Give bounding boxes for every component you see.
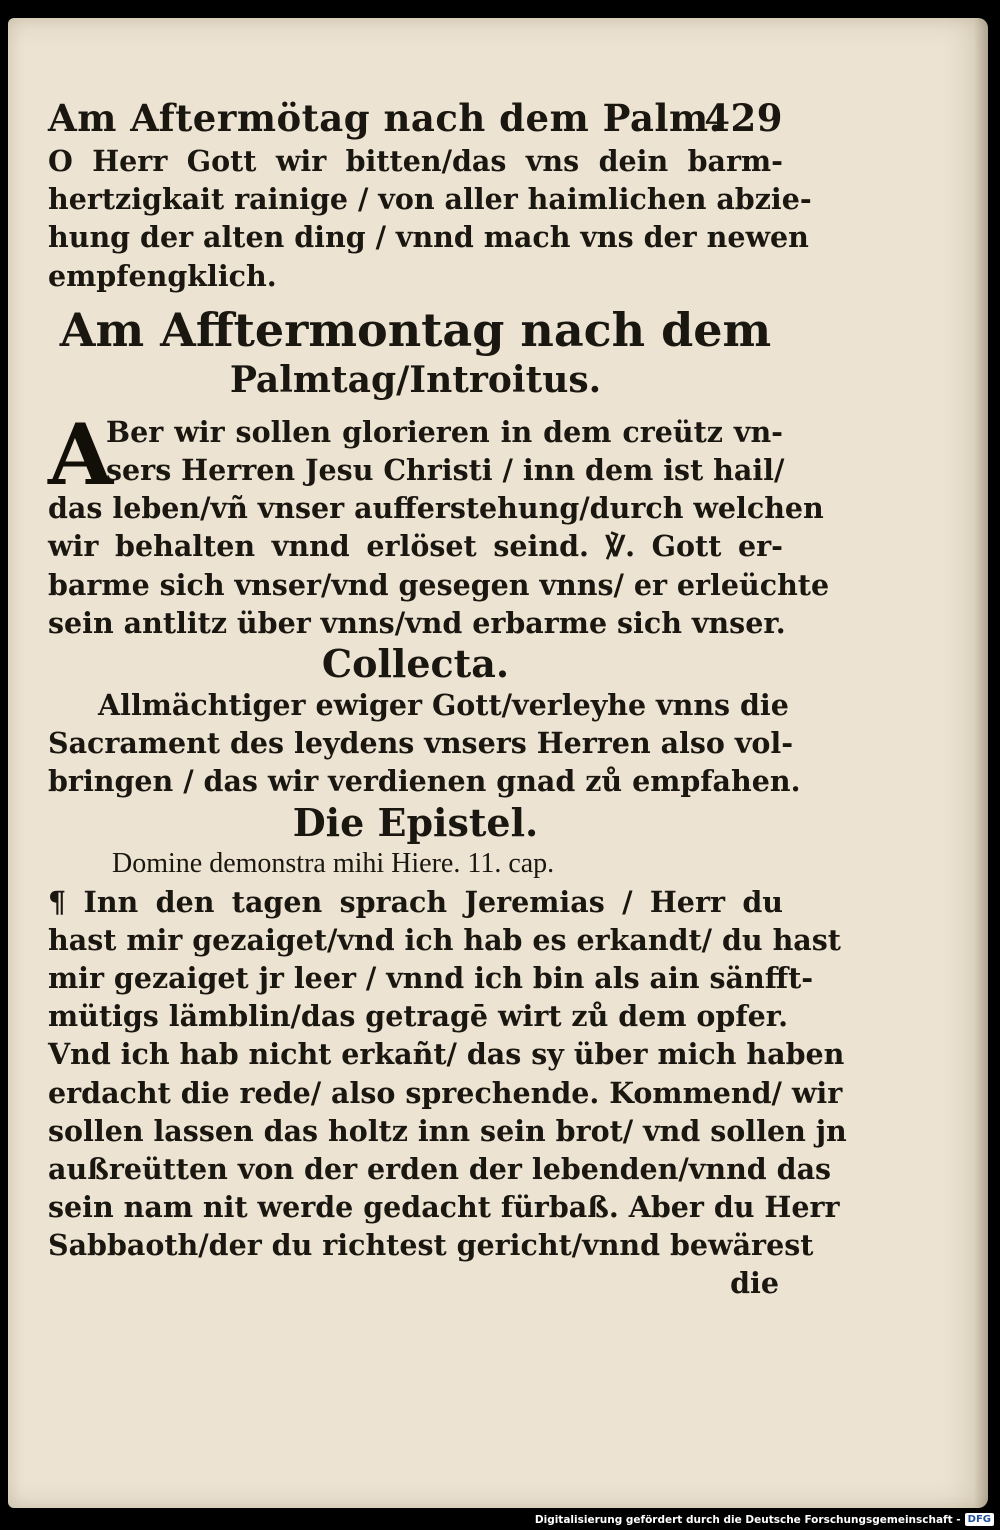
text-line: bringen / das wir verdienen gnad zů empfahen. xyxy=(48,764,801,799)
introitus-paragraph xyxy=(48,404,830,642)
text-line: sein antlitz über vnns/vnd erbarme sich vnser. xyxy=(48,605,786,640)
dfg-logo[interactable]: DFG xyxy=(965,1513,994,1526)
book-page xyxy=(8,18,988,1508)
collecta-paragraph xyxy=(48,686,801,801)
text-line: wir behalten vnnd erlöset seind. ℣. Gott er- xyxy=(48,529,783,564)
text-line: O Herr Gott wir bitten/das vns dein barm- xyxy=(48,144,783,178)
text-line: Allmächtiger ewiger Gott/verleyhe vnns die xyxy=(98,688,789,723)
text-line: sers Herren Jesu Christi / inn dem ist hail/ xyxy=(106,453,785,488)
text-line: sollen lassen das holtz inn sein brot/ vnd sollen jn xyxy=(48,1113,847,1148)
text-line: Sacrament des leydens vnsers Herren also vol- xyxy=(48,726,794,761)
funding-credit: Digitalisierung gefördert durch die Deutsche Forschungsgemeinschaft - xyxy=(534,1513,961,1526)
text-line: ¶ Inn den tagen sprach Jeremias / Herr du xyxy=(48,884,783,919)
section-title-line2: Palmtag/Introitus. xyxy=(229,358,602,401)
text-line: hertzigkait rainige / von aller haimlichen abzie- xyxy=(48,182,812,217)
text-line: barme sich vnser/vnd gesegen vnns/ er erleüchte xyxy=(48,567,830,602)
text-line: Sabbaoth/der du richtest gericht/vnnd bewärest xyxy=(48,1228,814,1263)
text-line: sein nam nit werde gedacht fürbaß. Aber du Herr xyxy=(48,1190,840,1225)
text-line: hast mir gezaiget/vnd ich hab es erkandt/ du hast xyxy=(48,922,841,957)
digitization-footer xyxy=(535,1513,994,1526)
drop-cap: A xyxy=(48,404,114,504)
text-line: mütigs lämblin/das getragē wirt zů dem opfer. xyxy=(48,999,789,1034)
text-line: Vnd ich hab nicht erkañt/ das sy über mich haben xyxy=(48,1037,845,1072)
text-line: Ber wir sollen glorieren in dem creütz vn- xyxy=(106,414,783,449)
page-number: 429 xyxy=(704,96,783,140)
epistel-heading: Die Epistel. xyxy=(292,799,539,845)
text-line: empfengklich. xyxy=(48,258,277,293)
catchword: die xyxy=(730,1265,779,1300)
text-line: außreütten von der erden der lebenden/vnnd das xyxy=(48,1152,832,1187)
text-line: das leben/vñ vnser aufferstehung/durch welchen xyxy=(48,491,824,526)
running-title: Am Aftermötag nach dem Palm. xyxy=(48,96,723,140)
collecta-heading: Collecta. xyxy=(321,641,510,687)
prayer-paragraph xyxy=(48,142,812,295)
text-line: hung der alten ding / vnnd mach vns der newen xyxy=(48,220,809,255)
text-line: mir gezaiget jr leer / vnnd ich bin als ain sänfft- xyxy=(48,961,814,996)
epistel-paragraph xyxy=(48,883,847,1265)
text-line: erdacht die rede/ also sprechende. Kommend/ wir xyxy=(48,1075,843,1110)
page-text xyxy=(48,94,847,1301)
running-header xyxy=(48,94,783,142)
section-title-line1: Am Afftermontag nach dem xyxy=(59,302,772,357)
epistel-reference: Domine demonstra mihi Hiere. 11. cap. xyxy=(112,847,555,879)
